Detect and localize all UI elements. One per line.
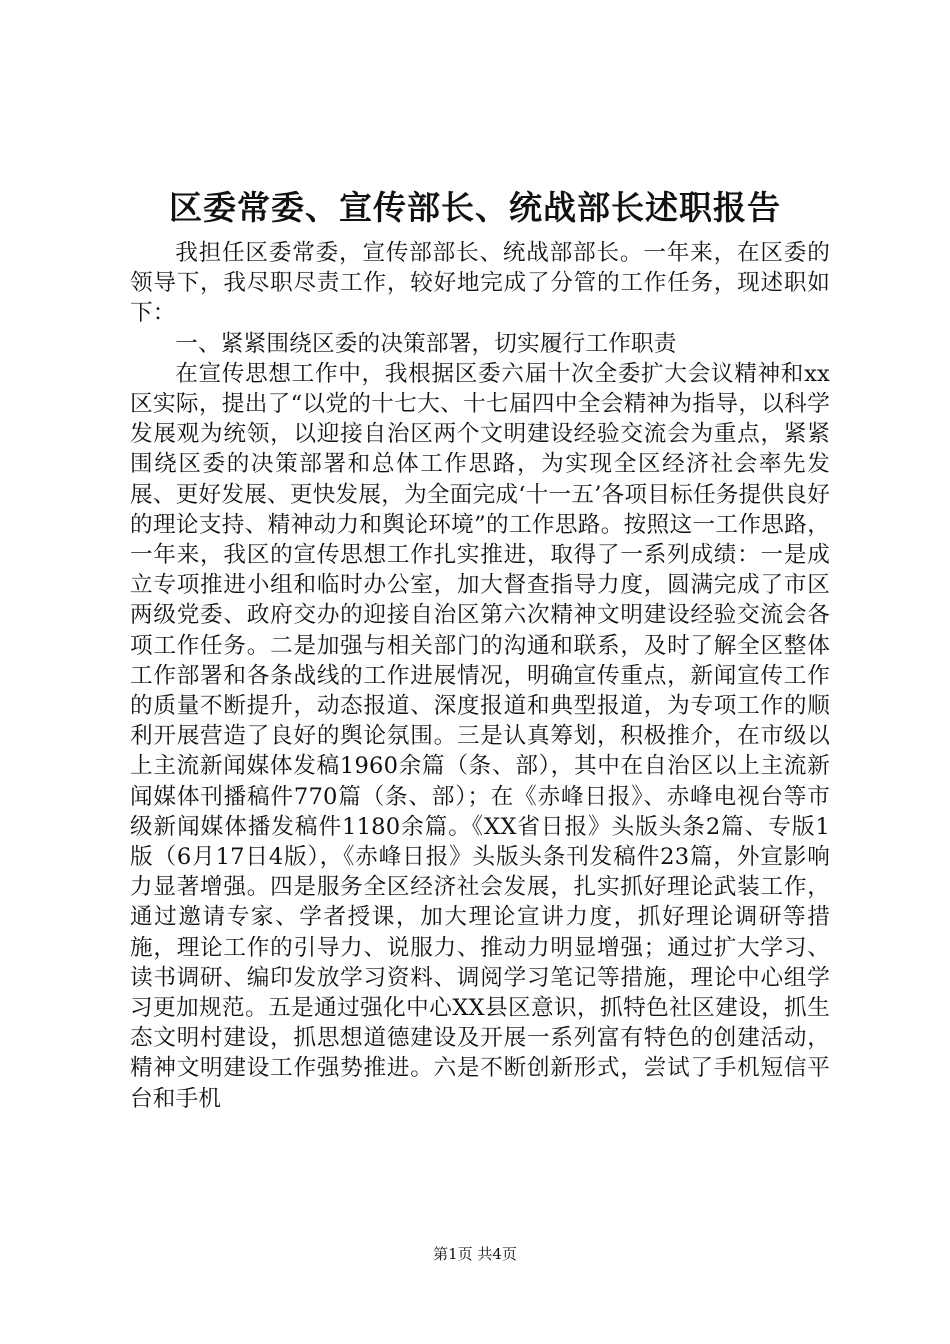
section-heading-1: 一、紧紧围绕区委的决策部署，切实履行工作职责 (175, 330, 677, 357)
paragraph-propaganda-work: 在宣传思想工作中，我根据区委六届十次全委扩大会议精神和xx区实际，提出了“以党的十七大、十七届四中全会精神为指导，以科学发展观为统领，以迎接自治区两个文明建设经验交流会为重点，紧紧围绕区委的决策部署和总体工作思路，为实现全区经济社会率先发展、更好发展、更快发展，为全面完成‘十一五’各项目标任务提供良好的理论支持、精神动力和舆论环境”的工作思路。按照这一工作思路，一年来，我区的宣传思想工作扎实推进，取得了一系列成绩：一是成立专项推进小组和临时办公室，加大督查指导力度，圆满完成了市区两级党委、政府交办的迎接自治区第六次精神文明建设经验交流会各项工作任务。二是加强与相关部门的沟通和联系，及时了解全区整体工作部署和各条战线的工作进展情况，明确宣传重点，新闻宣传工作的质量不断提升，动态报道、深度报道和典型报道，为专项工作的顺利开展营造了良好的舆论氛围。三是认真筹划，积极推介，在市级以上主流新闻媒体发稿1960余篇（条、部），其中在自治区以上主流新闻媒体刊播稿件770篇（条、部）；在《赤峰日报》、赤峰电视台等市级新闻媒体播发稿件1180余篇。《XX省日报》头版头条2篇、专版1版（6月17日4版），《赤峰日报》头版头条刊发稿件23篇，外宣影响力显著增强。四是服务全区经济社会发展，扎实抓好理论武装工作，通过邀请专家、学者授课，加大理论宣讲力度，抓好理论调研等措施，理论工作的引导力、说服力、推动力明显增强；通过扩大学习、读书调研、编印发放学习资料、调阅学习笔记等措施，理论中心组学习更加规范。五是通过强化中心XX县区意识，抓特色社区建设，抓生态文明村建设，抓思想道德建设及开展一系列富有特色的创建活动，精神文明建设工作强势推进。六是不断创新形式，尝试了手机短信平台和手机 (130, 360, 830, 1112)
paragraph-intro: 我担任区委常委，宣传部部长、统战部部长。一年来，在区委的领导下，我尽职尽责工作，较好地完成了分管的工作任务，现述职如下： (130, 240, 830, 327)
document-body (130, 238, 830, 1114)
document-title: 区委常委、宣传部长、统战部长述职报告 (169, 188, 781, 227)
page-number-footer: 第1页 共4页 (433, 1245, 517, 1263)
